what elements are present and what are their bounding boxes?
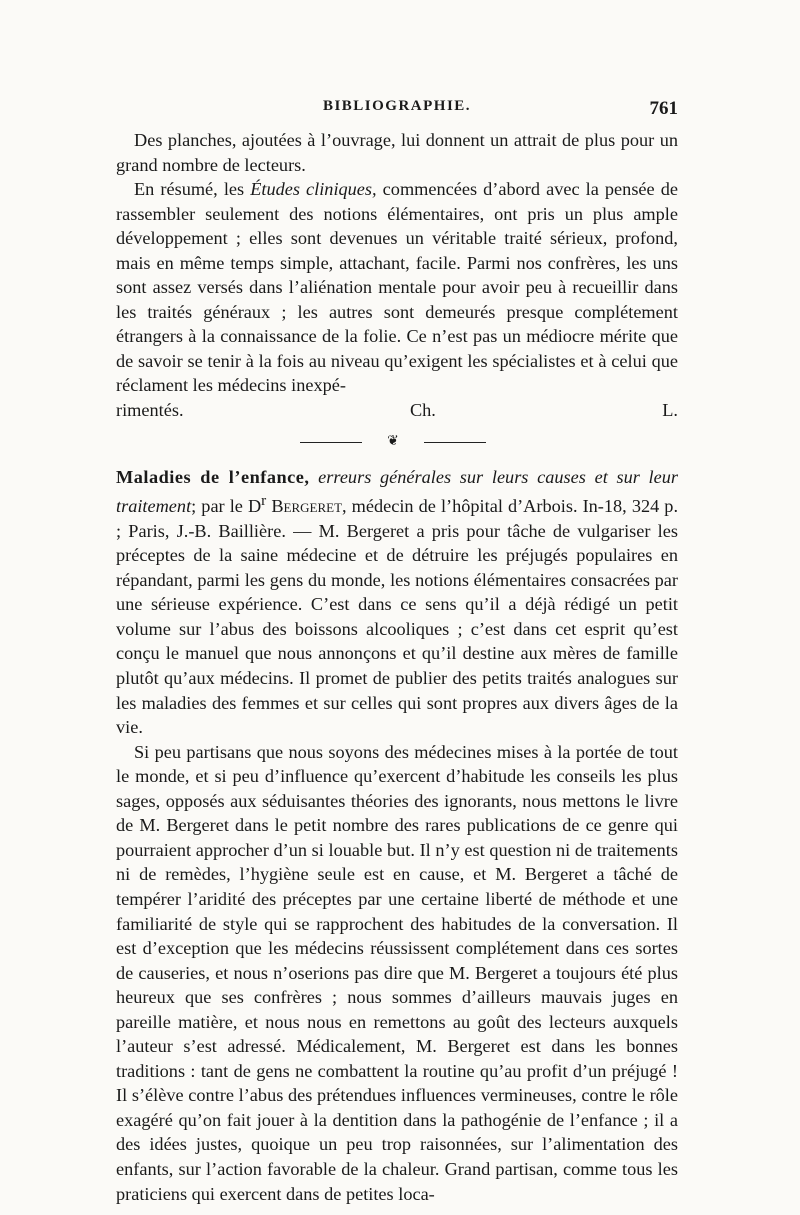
review1-last-word: rimentés. — [116, 400, 184, 421]
fleuron-ornament-icon: ❦ — [387, 433, 399, 449]
divider-rule-right — [424, 442, 486, 443]
section-divider — [116, 433, 678, 451]
review2-bibliography: , médecin de l’hôpital d’Arbois. In-18, 324 p. ; Paris, J.-B. Baillière. — M. Bergeret a pris pour tâche de vulgariser les préceptes de la saine médecine et de détruire les préjugés populaires en répandant, parmi les gens du monde, les notions élémentaires consacrées par une sérieuse expérience. C’est dans ce sens qu’il a déjà rédigé un petit volume sur l’abus des boissons alcooliques ; c’est dans cet esprit qu’est conçu le manuel que nous annonçons et qu’il destine aux mères de famille plutôt qu’aux médecins. Il promet de publier des petits traités analogues sur les maladies des femmes et sur celles qui sont propres aux divers âges de la vie. — [116, 496, 679, 738]
divider-rule-left — [300, 442, 362, 443]
review1-paragraph-2 — [116, 177, 678, 398]
review2-subtitle: erreurs générales sur leurs causes et sur leur traitement — [116, 466, 678, 517]
review2-heading-paragraph — [116, 465, 678, 740]
review1-para2-lead: En résumé, les — [134, 179, 251, 200]
review2-title: Maladies de l’enfance, — [116, 466, 310, 487]
page-header — [116, 98, 678, 122]
body-text — [116, 128, 678, 1206]
review2-paragraph-2: Si peu partisans que nous soyons des médecines mises à la portée de tout le monde, et si peu d’influence qu’exercent d’habitude les conseils les plus sages, opposés aux séduisantes théories des ignorants, nous mettons le livre de M. Bergeret dans le petit nombre des rares publications de ce genre qui pourraient approcher d’un si louable but. Il n’y est question ni de traitements ni de remèdes, l’hygiène seule est en cause, et M. Bergeret a tâché de tempérer l’aridité des préceptes par une certaine liberté de méthode et une familiarité de style qui se rapprochent des habitudes de la conversation. Il est d’exception que les médecins réussissent complétement dans ces sortes de causeries, et nous n’oserions pas dire que M. Bergeret a toujours été plus heureux que ses confrères ; nous sommes d’ailleurs mauvais juges en pareille matière, et nous nous en remettons au goût des lecteurs auxquels l’auteur s’est adressé. Médicalement, M. Bergeret est dans les bonnes traditions : tant de gens ne combattent la routine qu’au profit d’un préjugé ! Il s’élève contre l’abus des prétendues influences vermineuses, contre le rôle exagéré qu’on fait jouer à la dentition dans la pathogénie de l’enfance ; il a des idées justes, quoique un peu trop raisonnées, sur l’alimentation des enfants, sur l’action favorable de la chaleur. Grand partisan, comme tous les praticiens qui exercent dans de petites loca- — [116, 741, 678, 1204]
running-head: BIBLIOGRAPHIE. — [322, 98, 472, 114]
doctor-superscript: r — [261, 492, 267, 510]
review1-closing-line — [116, 398, 678, 423]
review1-signature: Ch. L. — [409, 400, 678, 421]
page-number: 761 — [649, 98, 678, 119]
review2-by: ; par le D — [191, 496, 262, 517]
book-title-etudes-cliniques: Études cliniques, — [250, 179, 377, 200]
review1-paragraph-1: Des planches, ajoutées à l’ouvrage, lui donnent un attrait de plus pour un grand nombre de lecteurs. — [116, 130, 678, 175]
review2-author: Bergeret — [271, 496, 343, 517]
review1-para2-body: commencées d’abord avec la pensée de rassembler seulement des notions élémentaires, ont pris un plus ample développement ; elles sont devenues un véritable traité sérieux, profond, mais en même temps simple, attachant, facile. Parmi nos confrères, les uns sont assez versés dans l’aliénation mentale pour avoir peu à recueillir dans les traités généraux ; les autres sont demeurés presque complétement étrangers à la connaissance de la folie. Ce n’est pas un médiocre mérite que de savoir se tenir à la fois au niveau qu’exigent les spécialistes et à celui que réclament les médecins inexpé- — [116, 179, 678, 396]
